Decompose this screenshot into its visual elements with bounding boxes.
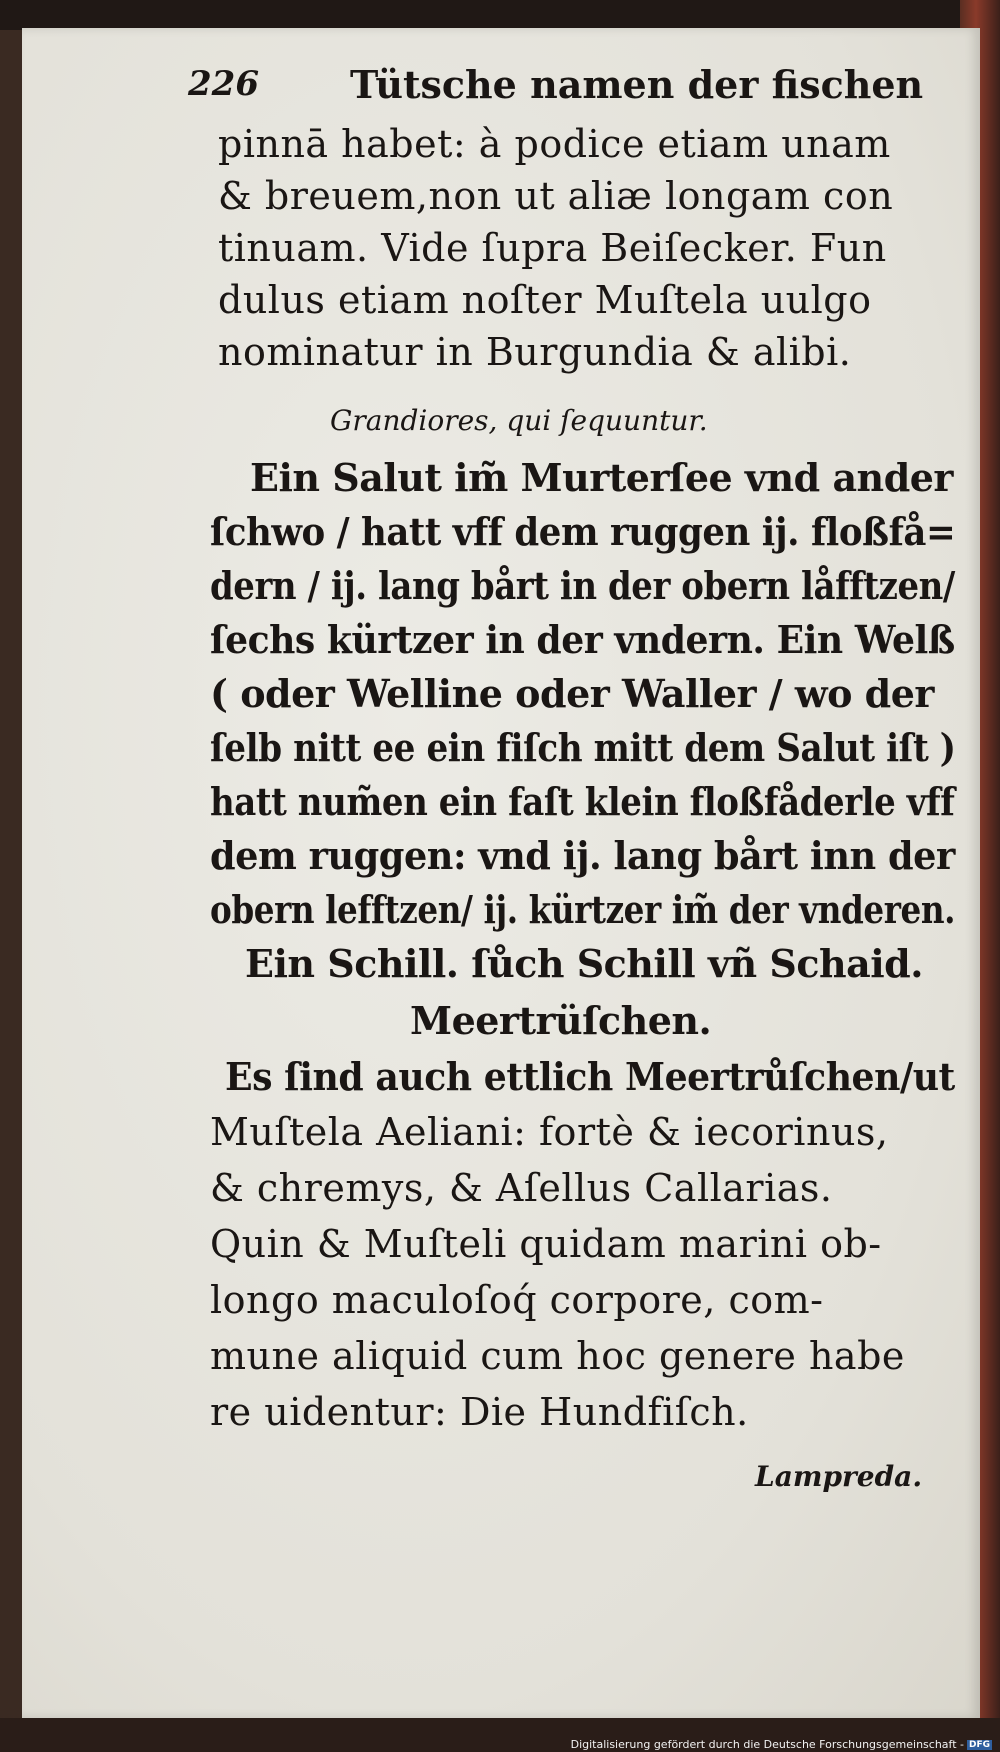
footer-text: Digitalisierung gefördert durch die Deutsche Forschungsgemeinschaft -	[570, 1738, 964, 1751]
catchword: Lampreda.	[755, 1460, 923, 1493]
section-heading: Meertrüſchen.	[410, 998, 712, 1043]
dfg-logo-icon: DFG	[968, 1739, 990, 1750]
fraktur-line-7: hatt num̃en ein faſt klein floßfåderle vff	[210, 779, 955, 824]
fraktur-line-4: ſechs kürtzer in der vndern. Ein Welß	[210, 617, 955, 662]
text-line-3: tinuam. Vide ſupra Beiſecker. Fun	[218, 226, 887, 270]
text-line-2: & breuem,non ut aliæ longam con	[218, 174, 894, 218]
fraktur-line-2: ſchwo / hatt vff dem ruggen ij. floßfå=	[210, 509, 956, 554]
fraktur-line-6: ſelb nitt ee ein fiſch mitt dem Salut iſt )	[210, 725, 956, 770]
text-line-5: nominatur in Burgundia & alibi.	[218, 330, 852, 374]
mixed-line-1: Es ſind auch ettlich Meertrůſchen/ut	[225, 1054, 955, 1099]
fraktur-line-1: Ein Salut im̃ Murterſee vnd ander	[250, 455, 953, 500]
fraktur-line-3: dern / ij. lang bårt in der obern låfftzen/	[210, 563, 955, 608]
mixed-line-7: re uidentur: Die Hundfiſch.	[210, 1390, 749, 1434]
mixed-line-5: longo maculoſoq́ corpore, com-	[210, 1278, 824, 1322]
subheading: Grandiores, qui ſequuntur.	[330, 404, 708, 437]
page-number: 226	[188, 64, 259, 104]
fraktur-line-10: Ein Schill. ſůch Schill vñ Schaid.	[245, 941, 923, 986]
mixed-line-6: mune aliquid cum hoc genere habe	[210, 1334, 905, 1378]
running-head: Tütsche namen der fischen	[350, 62, 924, 107]
fraktur-line-8: dem ruggen: vnd ij. lang bårt inn der	[210, 833, 955, 878]
mixed-line-3: & chremys, & Aſellus Callarias.	[210, 1166, 833, 1210]
mixed-line-2: Muſtela Aeliani: fortè & iecorinus,	[210, 1110, 889, 1154]
text-line-1: pinnā habet: à podice etiam unam	[218, 122, 891, 166]
text-line-4: dulus etiam noſter Muſtela uulgo	[218, 278, 872, 322]
fraktur-line-9: obern lefftzen/ ij. kürtzer im̃ der vnderen.	[210, 887, 956, 932]
footer-credit	[571, 1738, 992, 1751]
mixed-line-4: Quin & Muſteli quidam marini ob-	[210, 1222, 882, 1266]
fraktur-line-5: ( oder Welline oder Waller / wo der	[210, 671, 934, 716]
top-border	[0, 0, 1000, 30]
